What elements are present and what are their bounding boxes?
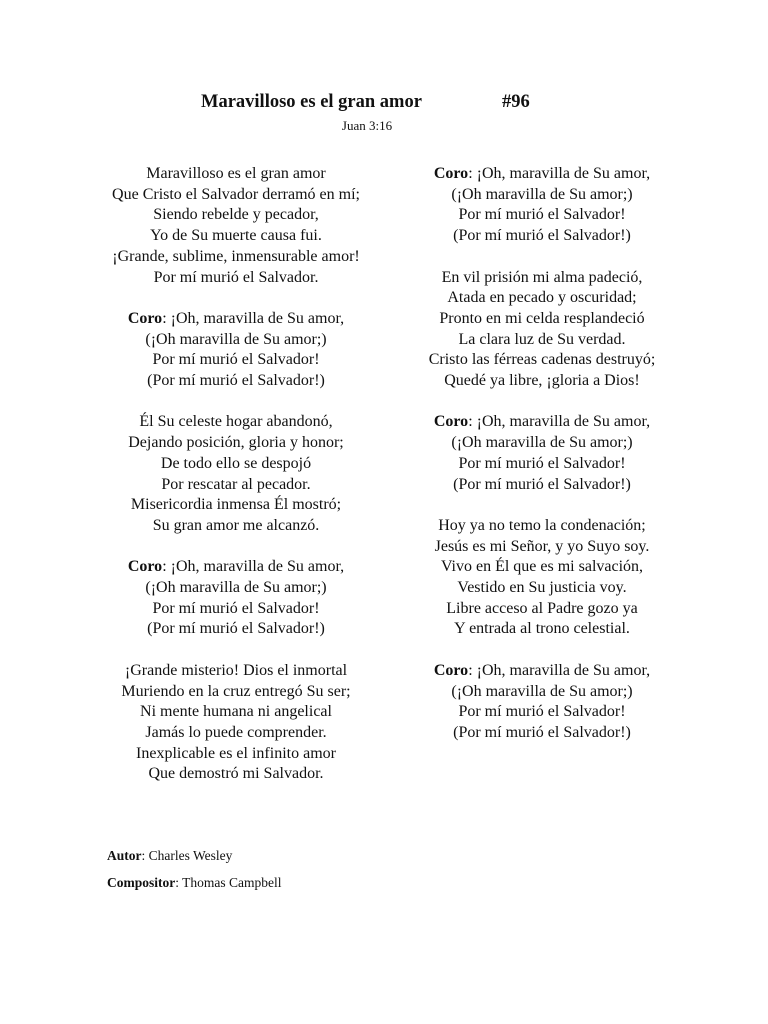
lyric-line bbox=[376, 475, 708, 496]
lyric-text: Yo de Su muerte causa fui. bbox=[150, 227, 322, 245]
lyric-text: Por mí murió el Salvador! bbox=[458, 703, 626, 721]
lyric-text: : ¡Oh, maravilla de Su amor, bbox=[162, 558, 345, 576]
lyric-line bbox=[376, 578, 708, 599]
hymn-number: #96 bbox=[502, 92, 530, 112]
lyric-line bbox=[86, 412, 386, 433]
lyric-text: Vestido en Su justicia voy. bbox=[457, 579, 627, 597]
lyric-text: Quedé ya libre, ¡gloria a Dios! bbox=[444, 372, 640, 390]
chorus-label: Coro bbox=[433, 661, 469, 679]
lyric-text: Que demostró mi Salvador. bbox=[148, 765, 324, 783]
lyric-line bbox=[86, 268, 386, 289]
lyric-text: Por mí murió el Salvador! bbox=[152, 599, 320, 617]
lyric-text: Misericordia inmensa Él mostró; bbox=[130, 496, 342, 514]
chorus-label: Coro bbox=[127, 558, 163, 576]
lyric-line bbox=[86, 599, 386, 620]
lyric-text: Por mí murió el Salvador! bbox=[458, 206, 626, 224]
chorus-stanza bbox=[86, 309, 386, 392]
lyric-text: La clara luz de Su verdad. bbox=[458, 330, 626, 348]
lyric-text: Por mí murió el Salvador! bbox=[458, 454, 626, 472]
lyric-line bbox=[86, 247, 386, 268]
lyric-text: (Por mí murió el Salvador!) bbox=[453, 227, 631, 245]
lyric-text: Ni mente humana ni angelical bbox=[140, 703, 332, 721]
lyric-line bbox=[376, 330, 708, 351]
lyric-text: Muriendo en la cruz entregó Su ser; bbox=[121, 682, 351, 700]
lyric-line bbox=[86, 433, 386, 454]
lyric-line bbox=[86, 744, 386, 765]
hymn-header bbox=[0, 92, 768, 118]
lyric-line bbox=[376, 371, 708, 392]
lyric-text: Su gran amor me alcanzó. bbox=[152, 516, 320, 534]
lyric-line bbox=[86, 557, 386, 578]
lyric-line bbox=[376, 599, 708, 620]
lyric-text: Por mí murió el Salvador! bbox=[152, 351, 320, 369]
lyric-line bbox=[376, 350, 708, 371]
lyric-text: (¡Oh maravilla de Su amor;) bbox=[145, 579, 327, 597]
lyric-text: De todo ello se despojó bbox=[160, 454, 312, 472]
lyric-text: (Por mí murió el Salvador!) bbox=[147, 620, 325, 638]
lyric-line bbox=[376, 723, 708, 744]
lyric-line bbox=[86, 764, 386, 785]
lyric-line bbox=[376, 205, 708, 226]
lyric-line bbox=[86, 164, 386, 185]
lyric-text: : ¡Oh, maravilla de Su amor, bbox=[162, 309, 345, 327]
verse-stanza bbox=[86, 412, 386, 536]
lyric-text: Maravilloso es el gran amor bbox=[146, 165, 326, 182]
lyric-text: : ¡Oh, maravilla de Su amor, bbox=[468, 413, 651, 431]
verse-stanza bbox=[86, 661, 386, 785]
lyric-text: Siendo rebelde y pecador, bbox=[153, 206, 319, 224]
chorus-label: Coro bbox=[127, 309, 163, 327]
lyric-text: : ¡Oh, maravilla de Su amor, bbox=[468, 661, 651, 679]
lyric-line bbox=[376, 226, 708, 247]
lyric-line bbox=[86, 226, 386, 247]
lyric-text: (Por mí murió el Salvador!) bbox=[453, 475, 631, 493]
verse-stanza bbox=[86, 164, 386, 288]
lyric-text: (¡Oh maravilla de Su amor;) bbox=[451, 185, 633, 203]
lyric-line bbox=[86, 516, 386, 537]
lyric-text: Jesús es mi Señor, y yo Suyo soy. bbox=[434, 537, 650, 555]
lyric-line bbox=[86, 350, 386, 371]
lyric-line bbox=[86, 185, 386, 206]
verse-stanza bbox=[376, 268, 708, 392]
lyric-text: (¡Oh maravilla de Su amor;) bbox=[451, 682, 633, 700]
lyric-line bbox=[86, 619, 386, 640]
scripture-reference: Juan 3:16 bbox=[341, 118, 393, 133]
lyric-line bbox=[86, 495, 386, 516]
lyric-line bbox=[86, 723, 386, 744]
chorus-stanza bbox=[86, 557, 386, 640]
lyric-text: Y entrada al trono celestial. bbox=[454, 620, 630, 638]
lyric-text: En vil prisión mi alma padeció, bbox=[441, 268, 643, 286]
lyric-line bbox=[376, 268, 708, 289]
lyrics-column-left bbox=[86, 164, 386, 806]
lyric-line bbox=[376, 164, 708, 185]
lyric-line bbox=[376, 288, 708, 309]
author-label: Autor bbox=[107, 848, 142, 863]
lyric-line bbox=[86, 454, 386, 475]
lyric-line bbox=[86, 371, 386, 392]
lyric-line bbox=[86, 475, 386, 496]
verse-stanza bbox=[376, 516, 708, 640]
lyric-text: Que Cristo el Salvador derramó en mí; bbox=[112, 185, 360, 203]
chorus-stanza bbox=[376, 661, 708, 744]
author-credit bbox=[107, 842, 282, 869]
lyric-line bbox=[86, 682, 386, 703]
lyric-line bbox=[376, 557, 708, 578]
lyric-line bbox=[376, 433, 708, 454]
lyrics-column-right bbox=[376, 164, 708, 764]
lyric-text: (¡Oh maravilla de Su amor;) bbox=[145, 330, 327, 348]
lyric-text: Pronto en mi celda resplandeció bbox=[439, 309, 645, 327]
chorus-stanza bbox=[376, 412, 708, 495]
composer-name: : Thomas Campbell bbox=[175, 875, 282, 890]
lyric-text: Libre acceso al Padre gozo ya bbox=[446, 599, 638, 617]
chorus-label: Coro bbox=[433, 165, 469, 182]
lyric-text: (Por mí murió el Salvador!) bbox=[147, 372, 325, 390]
lyric-text: (¡Oh maravilla de Su amor;) bbox=[451, 434, 633, 452]
lyric-line bbox=[86, 205, 386, 226]
author-name: : Charles Wesley bbox=[141, 848, 233, 863]
lyric-text: (Por mí murió el Salvador!) bbox=[453, 723, 631, 741]
chorus-label: Coro bbox=[433, 413, 469, 431]
hymn-credits bbox=[107, 842, 282, 896]
lyric-line bbox=[376, 309, 708, 330]
lyric-text: Por mí murió el Salvador. bbox=[153, 268, 319, 286]
lyric-text: ¡Grande misterio! Dios el inmortal bbox=[124, 661, 348, 679]
lyric-text: Jamás lo puede comprender. bbox=[145, 723, 327, 741]
composer-label: Compositor bbox=[107, 875, 176, 890]
lyric-line bbox=[376, 661, 708, 682]
lyric-line bbox=[376, 412, 708, 433]
lyric-line bbox=[376, 702, 708, 723]
hymn-title: Maravilloso es el gran amor bbox=[201, 92, 422, 112]
lyric-text: Vivo en Él que es mi salvación, bbox=[440, 558, 644, 576]
lyric-line bbox=[86, 330, 386, 351]
lyric-line bbox=[376, 537, 708, 558]
lyric-text: Él Su celeste hogar abandonó, bbox=[139, 413, 333, 431]
lyric-text: ¡Grande, sublime, inmensurable amor! bbox=[112, 247, 360, 265]
lyric-line bbox=[376, 185, 708, 206]
lyric-text: Hoy ya no temo la condenación; bbox=[438, 516, 646, 534]
lyric-text: Inexplicable es el infinito amor bbox=[136, 744, 336, 762]
lyric-text: Atada en pecado y oscuridad; bbox=[447, 289, 637, 307]
lyric-line bbox=[376, 619, 708, 640]
lyric-text: Dejando posición, gloria y honor; bbox=[128, 434, 344, 452]
lyric-line bbox=[86, 309, 386, 330]
lyric-line bbox=[376, 454, 708, 475]
lyric-line bbox=[86, 578, 386, 599]
lyric-line bbox=[376, 516, 708, 537]
lyric-text: Por rescatar al pecador. bbox=[161, 475, 311, 493]
lyric-line bbox=[86, 702, 386, 723]
composer-credit bbox=[107, 869, 282, 896]
lyric-text: : ¡Oh, maravilla de Su amor, bbox=[468, 165, 651, 182]
lyric-text: Cristo las férreas cadenas destruyó; bbox=[428, 351, 656, 369]
lyric-line bbox=[86, 661, 386, 682]
chorus-stanza bbox=[376, 164, 708, 247]
lyric-line bbox=[376, 682, 708, 703]
